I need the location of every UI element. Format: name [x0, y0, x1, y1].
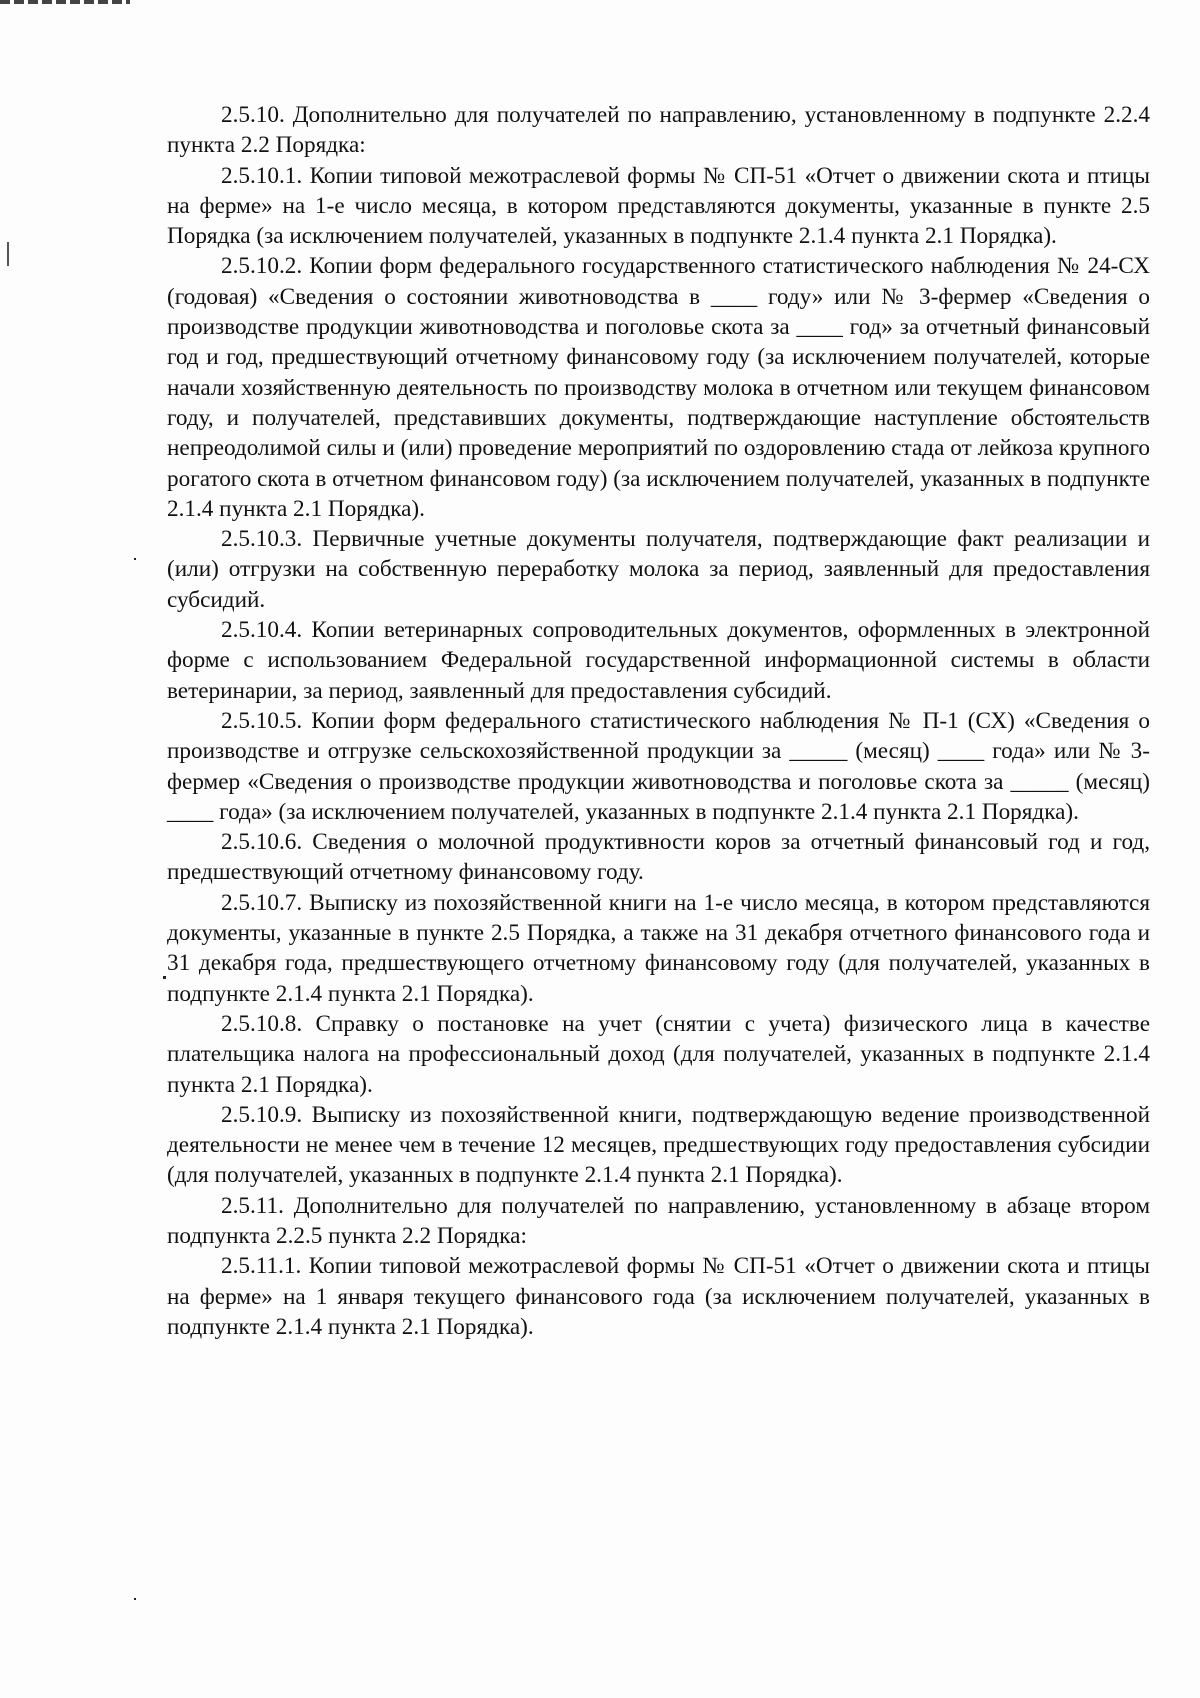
paragraph-2-5-10: 2.5.10. Дополнительно для получателей по направлению, установленному в подпункте 2.2.4 пункта 2.2 Порядка:	[167, 102, 1150, 159]
scan-artifact-left-tick	[7, 242, 9, 266]
paragraph-2-5-11-1: 2.5.11.1. Копии типовой межотраслевой формы № СП-51 «Отчет о движении скота и птицы на ферме» на 1 января текущего финансового года (за исключением получателей, указанных в подпункте 2.1.4 пункта 2.1 Порядка).	[167, 1253, 1150, 1340]
paragraph-2-5-10-6: 2.5.10.6. Сведения о молочной продуктивности коров за отчетный финансовый год и год, предшествующий отчетному финансовому году.	[167, 829, 1150, 886]
paragraph-2-5-11: 2.5.11. Дополнительно для получателей по направлению, установленному в абзаце втором подпункта 2.2.5 пункта 2.2 Порядка:	[167, 1192, 1150, 1249]
paragraph-2-5-10-1: 2.5.10.1. Копии типовой межотраслевой формы № СП-51 «Отчет о движении скота и птицы на ферме» на 1-е число месяца, в котором представляются документы, указанные в пункте 2.5 Порядка (за исключением получателей, указанных в подпункте 2.1.4 пункта 2.1 Порядка).	[167, 162, 1150, 250]
paragraph-2-5-10-3: 2.5.10.3. Первичные учетные документы получателя, подтверждающие факт реализации и (или) отгрузки на собственную переработку молока за период, заявленный для предоставления субсидий.	[167, 526, 1150, 613]
paragraph-2-5-10-9: 2.5.10.9. Выписку из похозяйственной книги, подтверждающую ведение производственной деятельности не менее чем в течение 12 месяцев, предшествующих году предоставления субсидии (для получателей, указанных в подпункте 2.1.4 пункта 2.1 Порядка).	[167, 1101, 1150, 1189]
scan-artifact-top	[0, 0, 130, 4]
scan-artifact-dot	[134, 1598, 136, 1600]
paragraph-2-5-10-8: 2.5.10.8. Справку о постановке на учет (снятии с учета) физического лица в качестве плательщика налога на профессиональный доход (для получателей, указанных в подпункте 2.1.4 пункта 2.1 Порядка).	[167, 1010, 1150, 1098]
paragraph-2-5-10-7: 2.5.10.7. Выписку из похозяйственной книги на 1-е число месяца, в котором представляются документы, указанные в пункте 2.5 Порядка, а также на 31 декабря отчетного финансового года и 31 декабря года, предшествующего отчетному финансовому году (для получателей, указанных в подпункте 2.1.4 пункта 2.1 Порядка).	[167, 889, 1150, 1007]
paragraph-2-5-10-5: 2.5.10.5. Копии форм федерального статистического наблюдения № П-1 (СХ) «Сведения о производстве и отгрузке сельскохозяйственной продукции за _____ (месяц) ____ года» или № 3-фермер «Сведения о производстве продукции животноводства и поголовье скота за _____ (месяц) ____ года» (за исключением получателей, указанных в подпункте 2.1.4 пункта 2.1 Порядка).	[167, 707, 1150, 825]
document-body	[167, 100, 1150, 1342]
scan-artifact-dot	[134, 558, 136, 560]
scan-artifact-dot	[163, 976, 166, 979]
paragraph-2-5-10-2: 2.5.10.2. Копии форм федерального государственного статистического наблюдения № 24-СХ (годовая) «Сведения о состоянии животноводства в ____ году» или № 3-фермер «Сведения о производстве продукции животноводства и поголовье скота за ____ год» за отчетный финансовый год и год, предшествующий отчетному финансовому году (за исключением получателей, которые начали хозяйственную деятельность по производству молока в отчетном или текущем финансовом году, и получателей, представивших документы, подтверждающие наступление обстоятельств непреодолимой силы и (или) проведение мероприятий по оздоровлению стада от лейкоза крупного рогатого скота в отчетном финансовом году) (за исключением получателей, указанных в подпункте 2.1.4 пункта 2.1 Порядка).	[167, 253, 1150, 522]
paragraph-2-5-10-4: 2.5.10.4. Копии ветеринарных сопроводительных документов, оформленных в электронной форме с использованием Федеральной государственной информационной системы в области ветеринарии, за период, заявленный для предоставления субсидий.	[167, 617, 1150, 704]
